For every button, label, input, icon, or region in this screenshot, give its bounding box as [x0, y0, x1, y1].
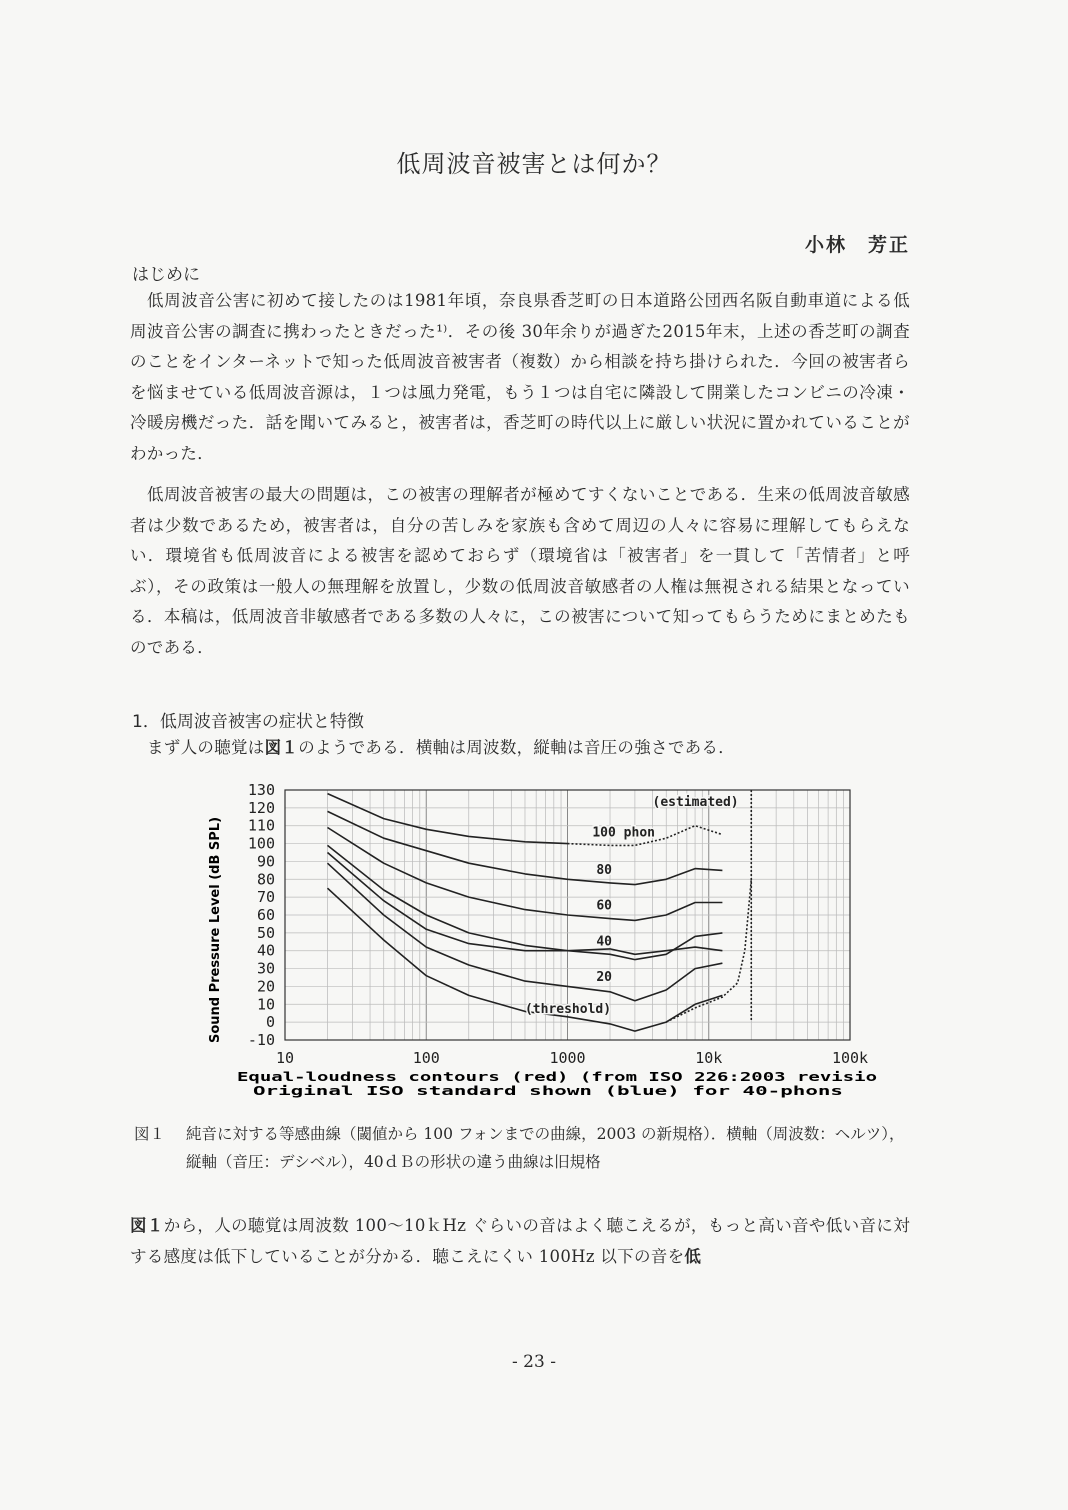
- chart-annotation: 100 phon: [592, 825, 655, 841]
- x-tick-label: 10k: [695, 1049, 723, 1067]
- y-tick-label: 40: [256, 941, 275, 960]
- y-tick-label: 70: [256, 888, 275, 907]
- caption-label: 図１: [134, 1125, 166, 1143]
- figure-reference: 図１: [264, 738, 299, 757]
- x-tick-label: 1000: [549, 1049, 586, 1067]
- y-axis-label: Sound Pressure Level (dB SPL): [208, 816, 223, 1044]
- y-tick-label: 110: [247, 816, 275, 835]
- y-tick-label: 60: [256, 906, 275, 924]
- chart-annotation: (estimated): [652, 795, 739, 811]
- x-axis-label-line1: Equal-loudness contours (red) (from ISO 226:2003 revisio: [237, 1069, 877, 1084]
- x-axis-label-line2: Original ISO standard shown (blue) for 40-phons: [253, 1083, 843, 1098]
- page-number: - 23 -: [512, 1352, 556, 1372]
- y-tick-label: 10: [256, 995, 275, 1014]
- text-segment: から，人の聴覚は周波数 100〜10ｋHz ぐらいの音はよく聴こえるが，もっと高い音や低い音に対する感度は低下していることが分かる．聴こえにくい 100Hz 以下の音を: [130, 1216, 910, 1266]
- figure-caption: [134, 1120, 910, 1176]
- curve-100-phon: [328, 794, 568, 844]
- y-tick-label: 120: [247, 798, 275, 817]
- text-segment: のようである．横軸は周波数，縦軸は音圧の強さである．: [298, 738, 736, 757]
- text-segment-bold: 低: [684, 1246, 702, 1266]
- y-tick-label: 0: [265, 1013, 275, 1032]
- x-tick-label: 100k: [831, 1049, 869, 1067]
- chart-labels: [248, 781, 868, 1067]
- body-paragraph: [130, 1211, 910, 1272]
- y-tick-label: 90: [256, 852, 275, 871]
- x-tick-label: 10: [275, 1049, 295, 1067]
- section1-paragraph-1: [130, 733, 910, 764]
- x-tick-label: 100: [412, 1049, 440, 1067]
- caption-text: 純音に対する等感曲線（閾値から 100 フォンまでの曲線，2003 の新規格）．横軸（周波数：ヘルツ），縦軸（音圧：デシベル），40ｄＢの形状の違う曲線は旧規格: [186, 1125, 905, 1171]
- y-tick-label: 130: [247, 781, 275, 799]
- y-tick-label: -10: [247, 1031, 275, 1049]
- text-segment: まず人の聴覚は: [147, 738, 265, 757]
- section1-heading: 1．低周波音被害の症状と特徴: [132, 712, 364, 732]
- y-tick-label: 30: [256, 959, 275, 978]
- paper-title: 低周波音被害とは何か？: [396, 150, 672, 178]
- chart-annotation: (threshold): [524, 1002, 612, 1018]
- y-tick-label: 100: [247, 834, 275, 853]
- author-name: 小林 芳正: [804, 234, 910, 256]
- intro-paragraph-2: 低周波音被害の最大の問題は，この被害の理解者が極めてすくないことである．生来の低周波音敏感者は少数であるため，被害者は，自分の苦しみを家族も含めて周辺の人々に容易に理解してもらえない．環境省も低周波音による被害を認めておらず（環境省は「被害者」を一貫して「苦情者」と呼ぶ），その政策は一般人の無理解を放置し，少数の低周波音敏感者の人権は無視される結果となっている．本稿は，低周波音非敏感者である多数の人々に，この被害について知ってもらうためにまとめたものである．: [130, 485, 910, 657]
- chart-annotation: 80: [596, 862, 612, 878]
- intro-heading: はじめに: [132, 265, 200, 285]
- y-tick-label: 50: [256, 923, 275, 942]
- chart-annotation: 20: [596, 970, 612, 986]
- intro-paragraph-1: 低周波音公害に初めて接したのは1981年頃，奈良県香芝町の日本道路公団西名阪自動車道による低周波音公害の調査に携わったときだった¹⁾．その後 30年余りが過ぎた2015年末，上述の香芝町の調査のことをインターネットで知った低周波音被害者（複数）から相談を持ち掛けられた．今回の被害者らを悩ませている低周波音源は，１つは風力発電，もう１つは自宅に隣設して開業したコンビニの冷凍・冷暖房機だった．話を聞いてみると，被害者は，香芝町の時代以上に厳しい状況に置かれていることがわかった．: [130, 291, 910, 463]
- y-tick-label: 80: [256, 870, 275, 889]
- figure-reference: 図１: [130, 1216, 164, 1235]
- chart-curves: [328, 790, 752, 1031]
- y-tick-label: 20: [256, 977, 275, 996]
- chart-annotation: 40: [596, 934, 612, 950]
- equal-loudness-chart: [195, 780, 885, 1098]
- chart-annotation: 60: [596, 898, 612, 914]
